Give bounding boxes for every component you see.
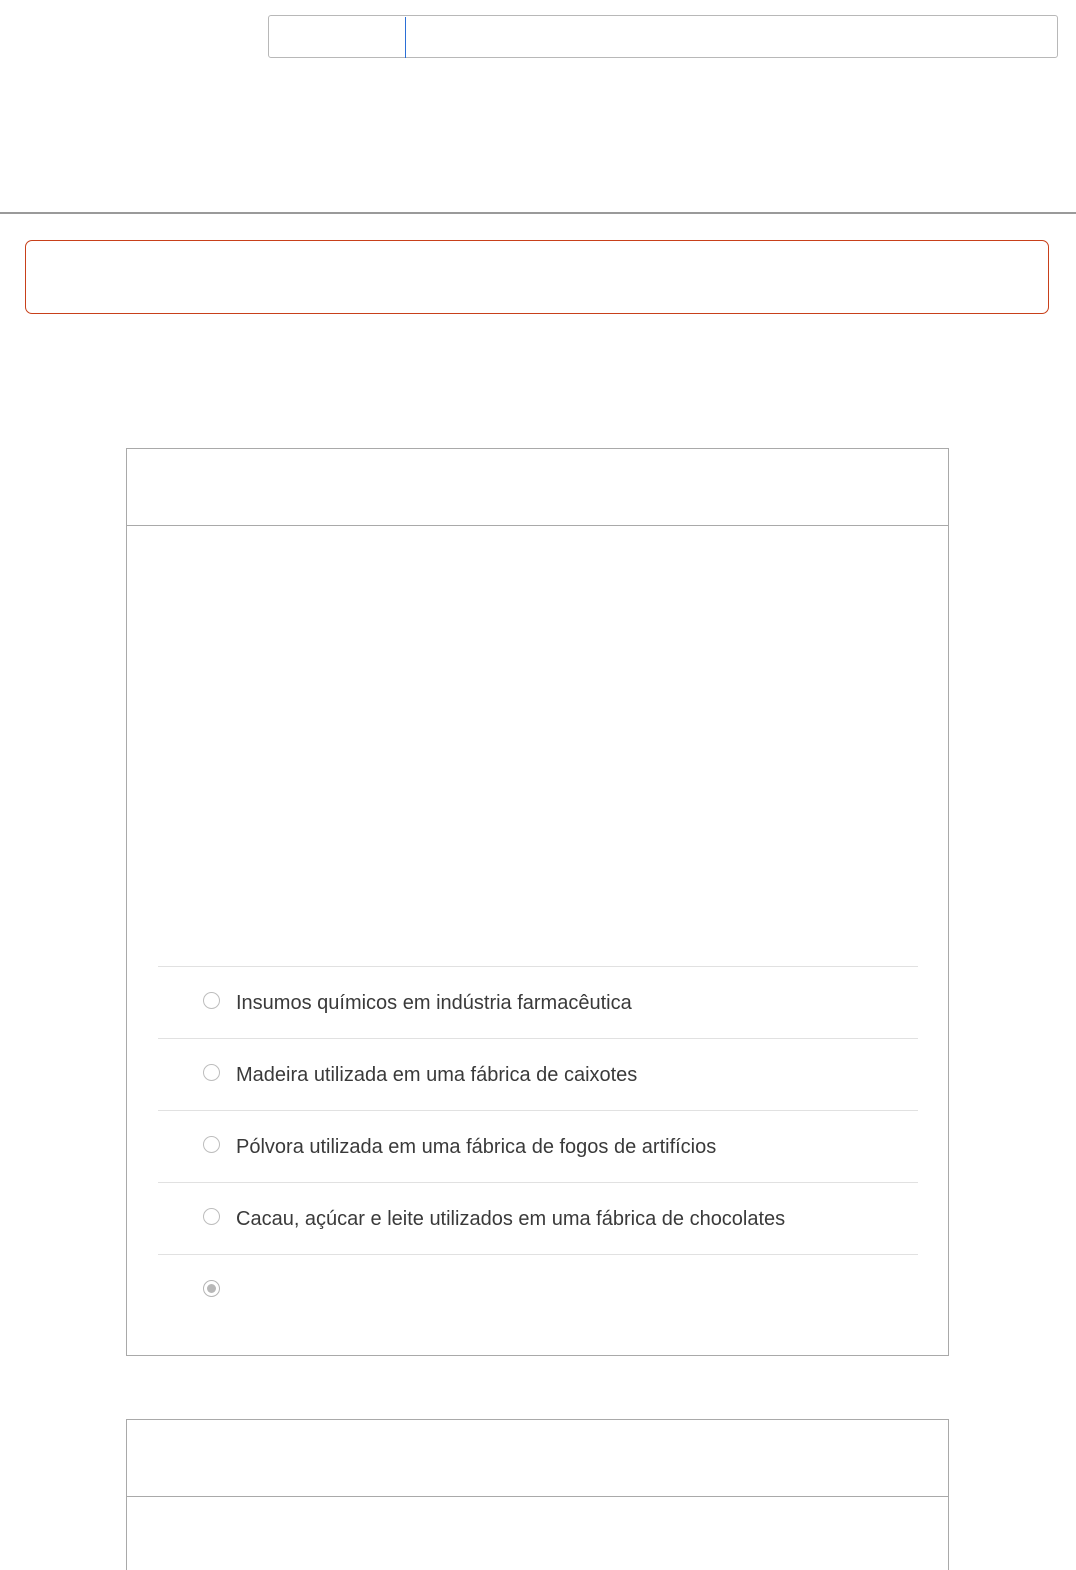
- text-cursor: [405, 17, 406, 58]
- text-input[interactable]: [268, 15, 1058, 58]
- answer-option[interactable]: [158, 1183, 918, 1255]
- alert-box: [25, 240, 1049, 314]
- radio-button[interactable]: [203, 992, 220, 1009]
- answer-option[interactable]: [158, 967, 918, 1039]
- question-header: [127, 449, 948, 526]
- option-label[interactable]: Pólvora utilizada em uma fábrica de fogos de artifícios: [236, 1136, 717, 1158]
- answer-option[interactable]: [158, 1039, 918, 1111]
- answer-options: [158, 966, 918, 1326]
- radio-button[interactable]: [203, 1136, 220, 1153]
- radio-button[interactable]: [203, 1208, 220, 1225]
- answer-option[interactable]: [158, 1111, 918, 1183]
- option-label[interactable]: Cacau, açúcar e leite utilizados em uma fábrica de chocolates: [236, 1208, 786, 1230]
- question-card-2: [126, 1419, 949, 1570]
- radio-button-selected[interactable]: [203, 1280, 220, 1297]
- answer-option[interactable]: [158, 1255, 918, 1326]
- radio-button[interactable]: [203, 1064, 220, 1081]
- option-label[interactable]: Insumos químicos em indústria farmacêutica: [236, 992, 632, 1014]
- question-card-1: [126, 448, 949, 1356]
- section-divider: [0, 212, 1076, 214]
- option-label[interactable]: Madeira utilizada em uma fábrica de caixotes: [236, 1064, 638, 1086]
- question-header: [127, 1420, 948, 1497]
